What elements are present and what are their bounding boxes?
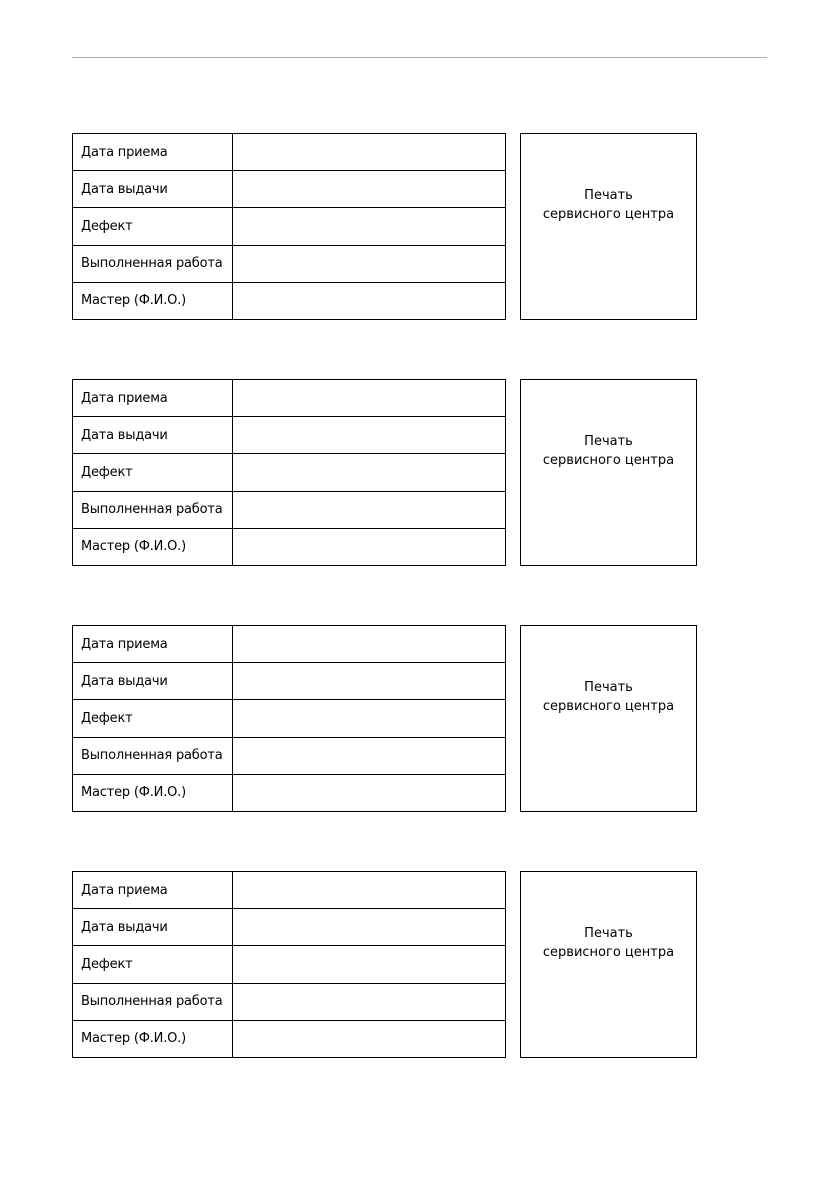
field-value-receipt-date[interactable] — [233, 872, 506, 909]
field-value-work-done[interactable] — [233, 737, 506, 774]
field-label-defect: Дефект — [73, 946, 233, 983]
field-label-defect: Дефект — [73, 700, 233, 737]
table-row — [73, 872, 506, 909]
field-label-receipt-date: Дата приема — [73, 134, 233, 171]
stamp-caption-line-2: сервисного центра — [542, 945, 675, 960]
field-value-receipt-date[interactable] — [233, 380, 506, 417]
field-label-technician: Мастер (Ф.И.О.) — [73, 282, 233, 319]
service-record — [72, 625, 697, 812]
table-row — [73, 1020, 506, 1057]
service-record-table — [72, 379, 506, 566]
field-label-receipt-date: Дата приема — [73, 626, 233, 663]
table-row — [73, 208, 506, 245]
table-row — [73, 528, 506, 565]
field-value-issue-date[interactable] — [233, 663, 506, 700]
field-label-technician: Мастер (Ф.И.О.) — [73, 774, 233, 811]
field-value-work-done[interactable] — [233, 245, 506, 282]
field-value-defect[interactable] — [233, 454, 506, 491]
field-value-technician[interactable] — [233, 774, 506, 811]
table-row — [73, 909, 506, 946]
field-value-issue-date[interactable] — [233, 417, 506, 454]
field-value-defect[interactable] — [233, 208, 506, 245]
stamp-caption-line-2: сервисного центра — [542, 207, 675, 222]
service-center-stamp-box — [520, 133, 697, 320]
table-row — [73, 134, 506, 171]
field-label-receipt-date: Дата приема — [73, 380, 233, 417]
table-row — [73, 282, 506, 319]
field-label-issue-date: Дата выдачи — [73, 663, 233, 700]
field-label-receipt-date: Дата приема — [73, 872, 233, 909]
field-value-technician[interactable] — [233, 528, 506, 565]
stamp-caption — [521, 924, 696, 962]
service-center-stamp-box — [520, 379, 697, 566]
table-row — [73, 491, 506, 528]
table-row — [73, 737, 506, 774]
field-value-receipt-date[interactable] — [233, 626, 506, 663]
field-value-work-done[interactable] — [233, 983, 506, 1020]
service-record — [72, 133, 697, 320]
field-value-receipt-date[interactable] — [233, 134, 506, 171]
stamp-caption — [521, 432, 696, 470]
table-row — [73, 663, 506, 700]
field-value-defect[interactable] — [233, 700, 506, 737]
field-label-work-done: Выполненная работа — [73, 491, 233, 528]
field-value-defect[interactable] — [233, 946, 506, 983]
table-row — [73, 626, 506, 663]
table-row — [73, 380, 506, 417]
table-row — [73, 454, 506, 491]
table-row — [73, 946, 506, 983]
header-divider — [72, 57, 767, 58]
table-row — [73, 983, 506, 1020]
service-record-table — [72, 133, 506, 320]
stamp-caption-line-1: Печать — [584, 434, 633, 449]
field-label-work-done: Выполненная работа — [73, 245, 233, 282]
stamp-caption-line-2: сервисного центра — [542, 453, 675, 468]
table-row — [73, 700, 506, 737]
stamp-caption — [521, 678, 696, 716]
table-row — [73, 417, 506, 454]
table-row — [73, 171, 506, 208]
service-record-table — [72, 871, 506, 1058]
service-record — [72, 379, 697, 566]
field-label-defect: Дефект — [73, 454, 233, 491]
table-row — [73, 774, 506, 811]
field-label-defect: Дефект — [73, 208, 233, 245]
field-value-issue-date[interactable] — [233, 909, 506, 946]
service-record-table — [72, 625, 506, 812]
stamp-caption-line-2: сервисного центра — [542, 699, 675, 714]
field-label-issue-date: Дата выдачи — [73, 909, 233, 946]
field-value-technician[interactable] — [233, 282, 506, 319]
field-label-technician: Мастер (Ф.И.О.) — [73, 1020, 233, 1057]
stamp-caption — [521, 186, 696, 224]
field-label-work-done: Выполненная работа — [73, 737, 233, 774]
field-label-technician: Мастер (Ф.И.О.) — [73, 528, 233, 565]
field-value-issue-date[interactable] — [233, 171, 506, 208]
stamp-caption-line-1: Печать — [584, 680, 633, 695]
service-center-stamp-box — [520, 625, 697, 812]
field-value-work-done[interactable] — [233, 491, 506, 528]
field-label-work-done: Выполненная работа — [73, 983, 233, 1020]
field-label-issue-date: Дата выдачи — [73, 171, 233, 208]
field-label-issue-date: Дата выдачи — [73, 417, 233, 454]
stamp-caption-line-1: Печать — [584, 926, 633, 941]
field-value-technician[interactable] — [233, 1020, 506, 1057]
service-record — [72, 871, 697, 1058]
stamp-caption-line-1: Печать — [584, 188, 633, 203]
table-row — [73, 245, 506, 282]
service-center-stamp-box — [520, 871, 697, 1058]
